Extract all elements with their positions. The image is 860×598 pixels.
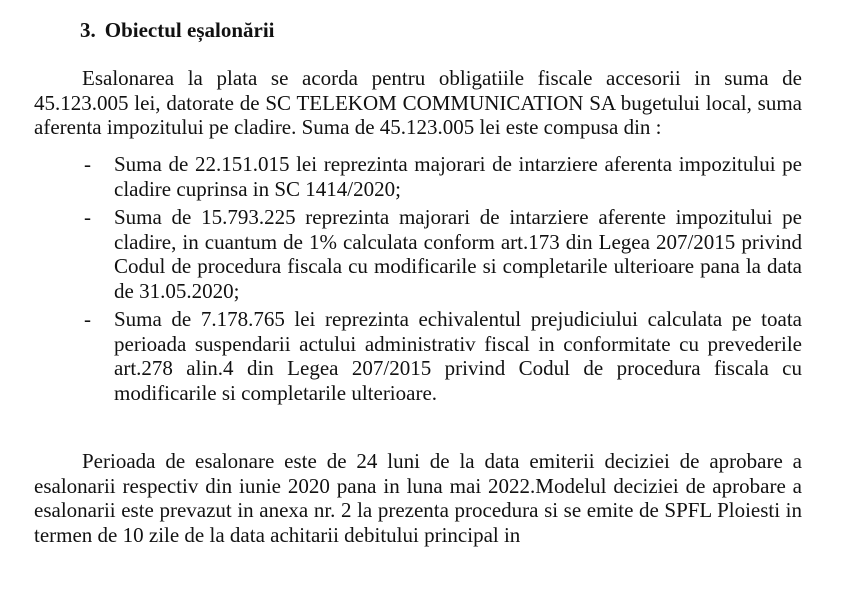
bullet-dash: -	[84, 205, 91, 229]
section-title: Obiectul eșalonării	[104, 18, 275, 42]
list-item-text: Suma de 22.151.015 lei reprezinta majorari de intarziere aferenta impozitului pe cladire cuprinsa in SC 1414/2020;	[114, 152, 802, 201]
intro-paragraph: Esalonarea la plata se acorda pentru obligatiile fiscale accesorii in suma de 45.123.005 lei, datorate de SC TELEKOM COMMUNICATION SA bugetului local, suma aferenta impozitului pe cladire. Suma de 45.123.005 lei este compusa din :	[34, 66, 802, 140]
section-heading	[80, 17, 275, 43]
list-item	[34, 307, 802, 405]
list-item	[34, 152, 802, 201]
list-item-text: Suma de 15.793.225 reprezinta majorari de intarziere aferente impozitului pe cladire, in cuantum de 1% calculata conform art.173 din Legea 207/2015 privind Codul de procedura fiscala cu modificarile si completarile ulterioare pana la data de 31.05.2020;	[114, 205, 802, 303]
section-number: 3.	[80, 18, 96, 42]
amount-breakdown-list	[34, 152, 802, 409]
list-item-text: Suma de 7.178.765 lei reprezinta echivalentul prejudiciului calculata pe toata perioada suspendarii actului administrativ fiscal in conformitate cu prevederile art.278 alin.4 din Legea 207/2015 privind Codul de procedura fiscala cu modificarile si completarile ulterioare.	[114, 307, 802, 405]
bullet-dash: -	[84, 152, 91, 176]
list-item	[34, 205, 802, 303]
bullet-dash: -	[84, 307, 91, 331]
period-paragraph: Perioada de esalonare este de 24 luni de la data emiterii deciziei de aprobare a esalonarii respectiv din iunie 2020 pana in luna mai 2022.Modelul deciziei de aprobare a esalonarii este prevazut in anexa nr. 2 la prezenta procedura si se emite de SPFL Ploiesti in termen de 10 zile de la data achitarii debitului principal in	[34, 449, 802, 547]
